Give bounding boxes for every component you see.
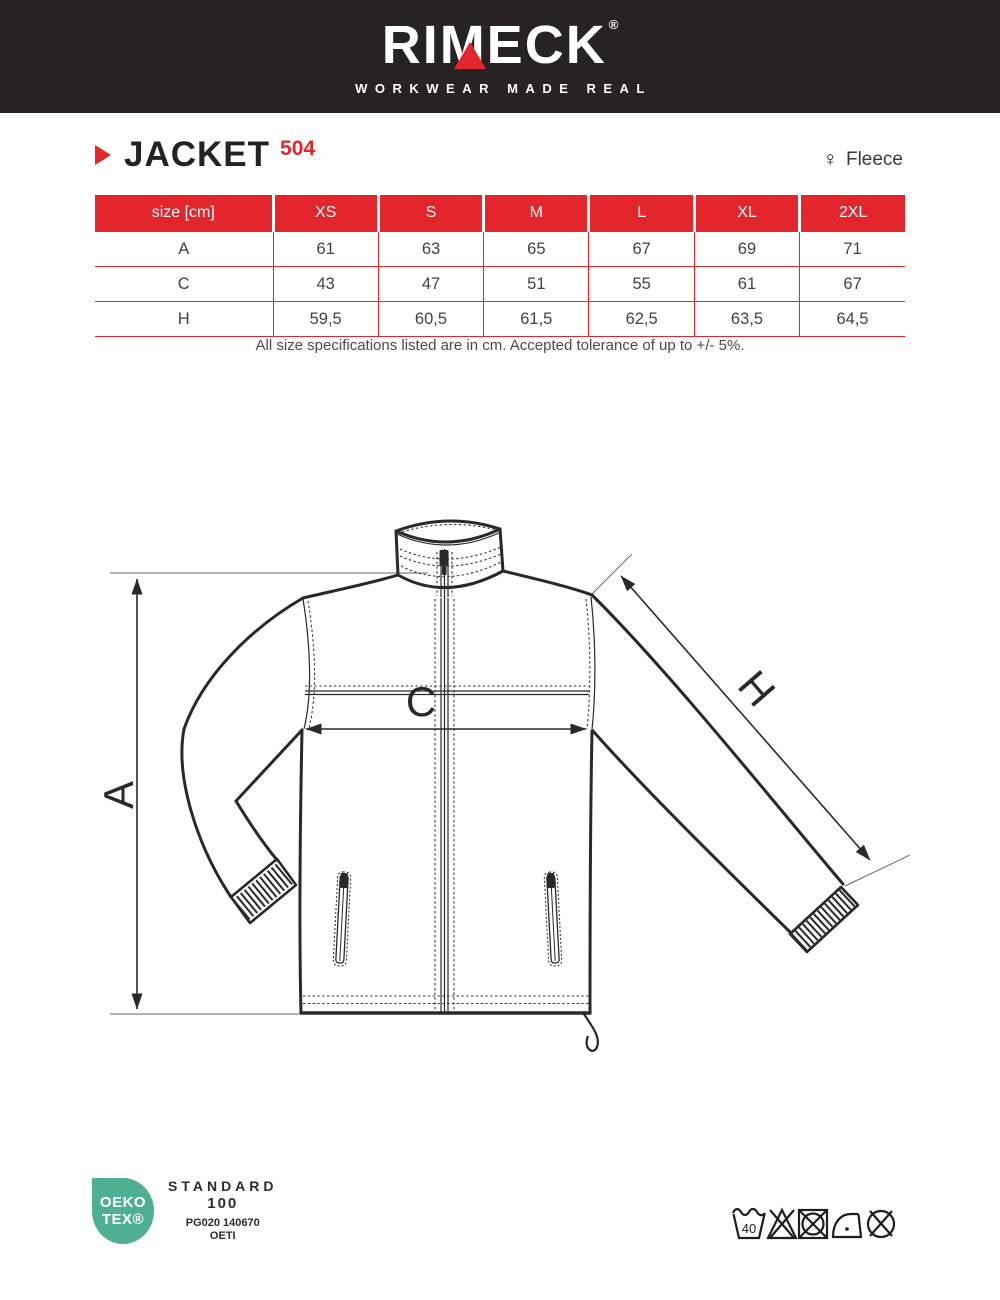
material-label: Fleece — [845, 149, 903, 170]
right-cuff — [790, 887, 858, 952]
size-value: 63,5 — [694, 302, 799, 337]
right-pocket — [544, 872, 562, 967]
oeko-badge-line1: OEKO — [99, 1193, 147, 1211]
brand-banner — [0, 0, 1000, 113]
size-value: 67 — [589, 232, 694, 267]
hem-drawcord — [584, 1014, 598, 1051]
product-title: JACKET — [124, 135, 271, 174]
size-value: 51 — [484, 267, 589, 302]
care-iron-low-icon — [833, 1214, 861, 1237]
size-table-header-cell: size [cm] — [95, 195, 273, 232]
size-value: 64,5 — [800, 302, 905, 337]
left-cuff — [231, 859, 296, 923]
size-value: 65 — [484, 232, 589, 267]
size-value: 61,5 — [484, 302, 589, 337]
care-do-not-bleach-icon — [768, 1210, 796, 1238]
label-A: A — [95, 780, 142, 810]
care-do-not-dry-clean-icon — [868, 1211, 894, 1237]
size-value: 71 — [800, 232, 905, 267]
size-table-row-A — [95, 232, 905, 267]
size-table-header-cell: S — [378, 195, 483, 232]
size-value: 67 — [800, 267, 905, 302]
size-table-row-C — [95, 267, 905, 302]
oeko-badge-line2: TEX® — [101, 1211, 145, 1228]
oeko-tex-badge-icon — [92, 1178, 154, 1244]
row-label: A — [95, 232, 273, 267]
size-value: 43 — [273, 267, 378, 302]
registered-mark: ® — [608, 16, 619, 32]
oeko-code: PG020 140670 — [185, 1217, 260, 1229]
brand-logo-text: RIMECK — [381, 14, 607, 75]
size-value: 60,5 — [378, 302, 483, 337]
size-table-header-cell: XS — [273, 195, 378, 232]
size-value: 69 — [694, 232, 799, 267]
size-table-header-cell: 2XL — [800, 195, 905, 232]
jacket-seams — [303, 532, 595, 1012]
jacket-stitching — [303, 524, 590, 1011]
jacket-outline — [182, 521, 843, 1013]
female-icon: ♀ — [822, 148, 838, 171]
brand-tagline: WORKWEAR MADE REAL — [355, 80, 652, 96]
product-title-row — [95, 136, 315, 175]
size-value: 61 — [273, 232, 378, 267]
size-value: 61 — [694, 267, 799, 302]
label-H: H — [729, 661, 785, 716]
label-C: C — [405, 678, 437, 725]
wash-temp-label: 40 — [741, 1221, 757, 1236]
size-table — [95, 195, 905, 337]
dimension-extension-lines — [110, 554, 910, 1014]
material-info — [822, 148, 903, 172]
size-value: 55 — [589, 267, 694, 302]
size-table-header-cell: XL — [694, 195, 799, 232]
care-symbols — [725, 1200, 910, 1245]
size-value: 63 — [378, 232, 483, 267]
dimension-labels — [95, 662, 785, 809]
size-table-row-H — [95, 302, 905, 337]
tolerance-note: All size specifications listed are in cm. Accepted tolerance of up to +/- 5%. — [255, 337, 745, 354]
care-wash-40-icon — [733, 1209, 765, 1238]
size-value: 62,5 — [589, 302, 694, 337]
row-label: C — [95, 267, 273, 302]
left-pocket — [333, 872, 351, 967]
oeko-institute: OETI — [209, 1230, 236, 1242]
oeko-standard: STANDARD — [168, 1178, 278, 1194]
oeko-tex-certification — [92, 1178, 278, 1244]
product-code: 504 — [280, 137, 316, 160]
oeko-number: 100 — [207, 1195, 239, 1212]
title-arrow-icon — [95, 145, 111, 165]
jacket-technical-drawing — [90, 500, 910, 1070]
oeko-tex-info — [168, 1178, 278, 1242]
size-value: 47 — [378, 267, 483, 302]
size-table-header-cell: M — [484, 195, 589, 232]
brand-logo — [381, 14, 619, 75]
size-table-header-row — [95, 195, 905, 232]
size-value: 59,5 — [273, 302, 378, 337]
size-table-header-cell: L — [589, 195, 694, 232]
care-do-not-tumble-dry-icon — [799, 1210, 827, 1238]
row-label: H — [95, 302, 273, 337]
brand-logo-triangle-icon — [454, 42, 486, 69]
